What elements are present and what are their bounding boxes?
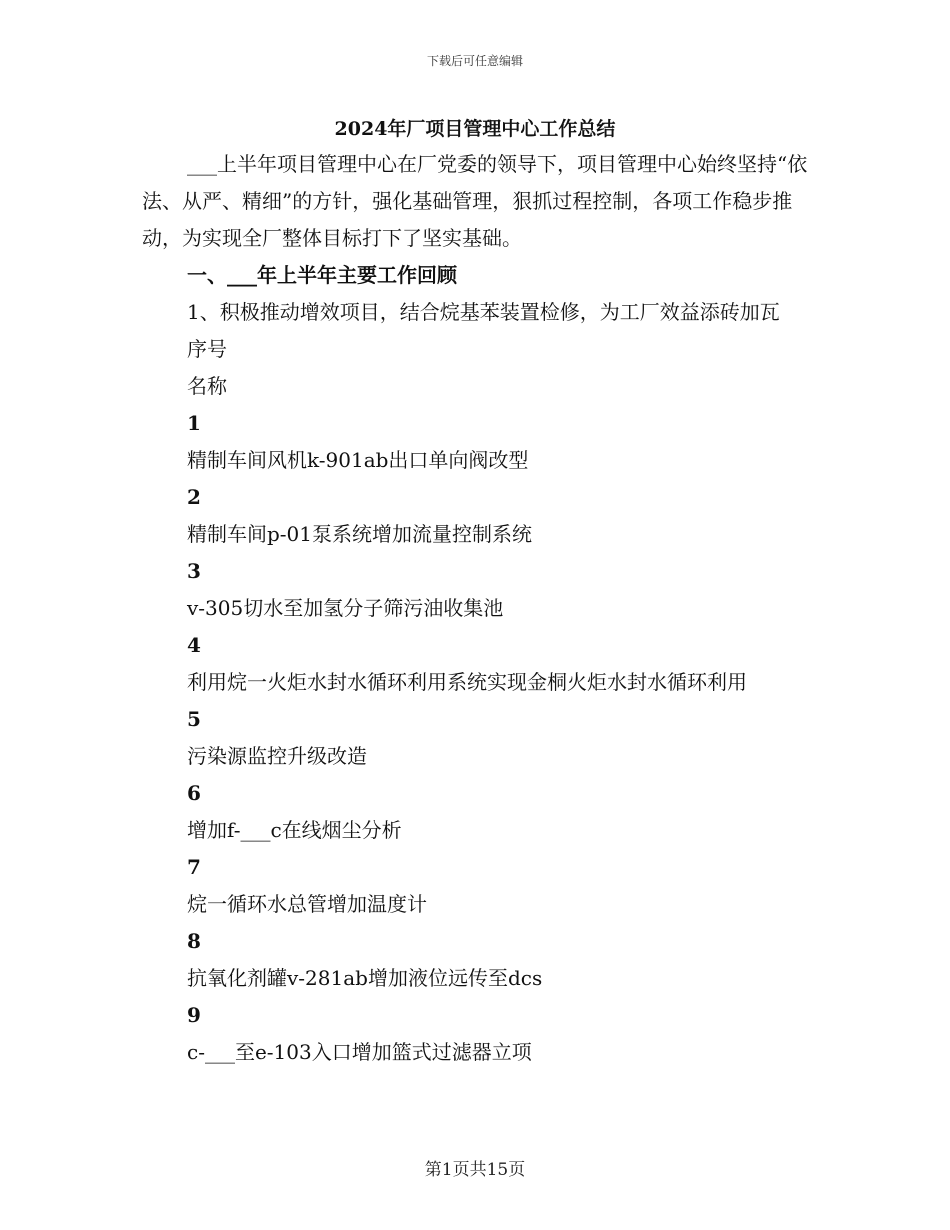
row-number: 4 — [187, 633, 201, 657]
project-list — [142, 331, 810, 1071]
row-name: 烷一循环水总管增加温度计 — [187, 892, 427, 916]
row-number: 1 — [187, 411, 201, 435]
row-number: 8 — [187, 929, 201, 953]
row-number: 6 — [187, 781, 201, 805]
row-name: 污染源监控升级改造 — [187, 744, 367, 768]
row-number: 3 — [187, 559, 201, 583]
row-number: 9 — [187, 1003, 201, 1027]
row-name: 利用烷一火炬水封水循环利用系统实现金桐火炬水封水循环利用 — [187, 670, 747, 694]
row-number: 2 — [187, 485, 201, 509]
page-header-note: 下载后可任意编辑 — [426, 54, 523, 68]
intro-paragraph: ___上半年项目管理中心在厂党委的领导下，项目管理中心始终坚持“依法、从严、精细”的方针，强化基础管理，狠抓过程控制，各项工作稳步推动，为实现全厂整体目标打下了坚实基础。 — [142, 152, 808, 250]
item-heading: 1、积极推动增效项目，结合烷基苯装置检修，为工厂效益添砖加瓦 — [187, 300, 780, 324]
page-footer-number: 第1页共15页 — [424, 1160, 526, 1180]
row-name: 精制车间p-01泵系统增加流量控制系统 — [187, 522, 533, 546]
row-name: v-305切水至加氢分子筛污油收集池 — [187, 596, 504, 620]
document-title: 2024年厂项目管理中心工作总结 — [334, 118, 616, 140]
table-header-index: 序号 — [187, 337, 227, 361]
table-header-name: 名称 — [187, 374, 227, 398]
row-name: c-___至e-103入口增加篮式过滤器立项 — [187, 1040, 532, 1064]
row-name: 精制车间风机k-901ab出口单向阀改型 — [187, 448, 529, 472]
row-number: 5 — [187, 707, 201, 731]
row-number: 7 — [187, 855, 201, 879]
row-name: 抗氧化剂罐v-281ab增加液位远传至dcs — [187, 966, 543, 990]
document-body — [142, 146, 810, 1071]
section-heading: 一、___年上半年主要工作回顾 — [187, 263, 457, 287]
row-name: 增加f-___c在线烟尘分析 — [187, 818, 402, 842]
